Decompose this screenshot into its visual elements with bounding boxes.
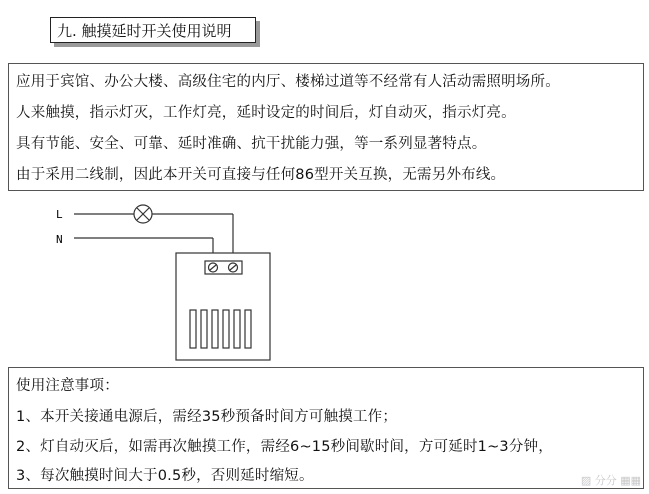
intro-line-2: 人来触摸，指示灯灭，工作灯亮，延时设定的时间后，灯自动灭，指示灯亮。	[16, 105, 516, 121]
watermark: ▨ 分分 ▦▦	[580, 474, 641, 487]
label-l: L	[56, 208, 63, 221]
wiring-diagram	[0, 195, 649, 365]
note-item-3: 3、每次触摸时间大于0.5秒，否则延时缩短。	[16, 468, 314, 484]
note-item-2: 2、灯自动灭后，如需再次触摸工作，需经6~15秒间歇时间，方可延时1~3分钟，	[16, 439, 553, 455]
intro-line-1: 应用于宾馆、办公大楼、高级住宅的内厅、楼梯过道等不经常有人活动需照明场所。	[16, 74, 560, 90]
intro-line-3: 具有节能、安全、可靠、延时准确、抗干扰能力强，等一系列显著特点。	[16, 136, 487, 152]
intro-line-4: 由于采用二线制，因此本开关可直接与任何86型开关互换，无需另外布线。	[16, 167, 506, 183]
notes-header: 使用注意事项：	[16, 378, 119, 394]
lamp-icon	[134, 205, 152, 223]
notes-box	[8, 367, 644, 489]
note-item-1: 1、本开关接通电源后，需经35秒预备时间方可触摸工作；	[16, 409, 398, 425]
label-n: N	[56, 233, 63, 246]
intro-box	[8, 63, 644, 191]
section-title: 九. 触摸延时开关使用说明	[50, 17, 256, 43]
